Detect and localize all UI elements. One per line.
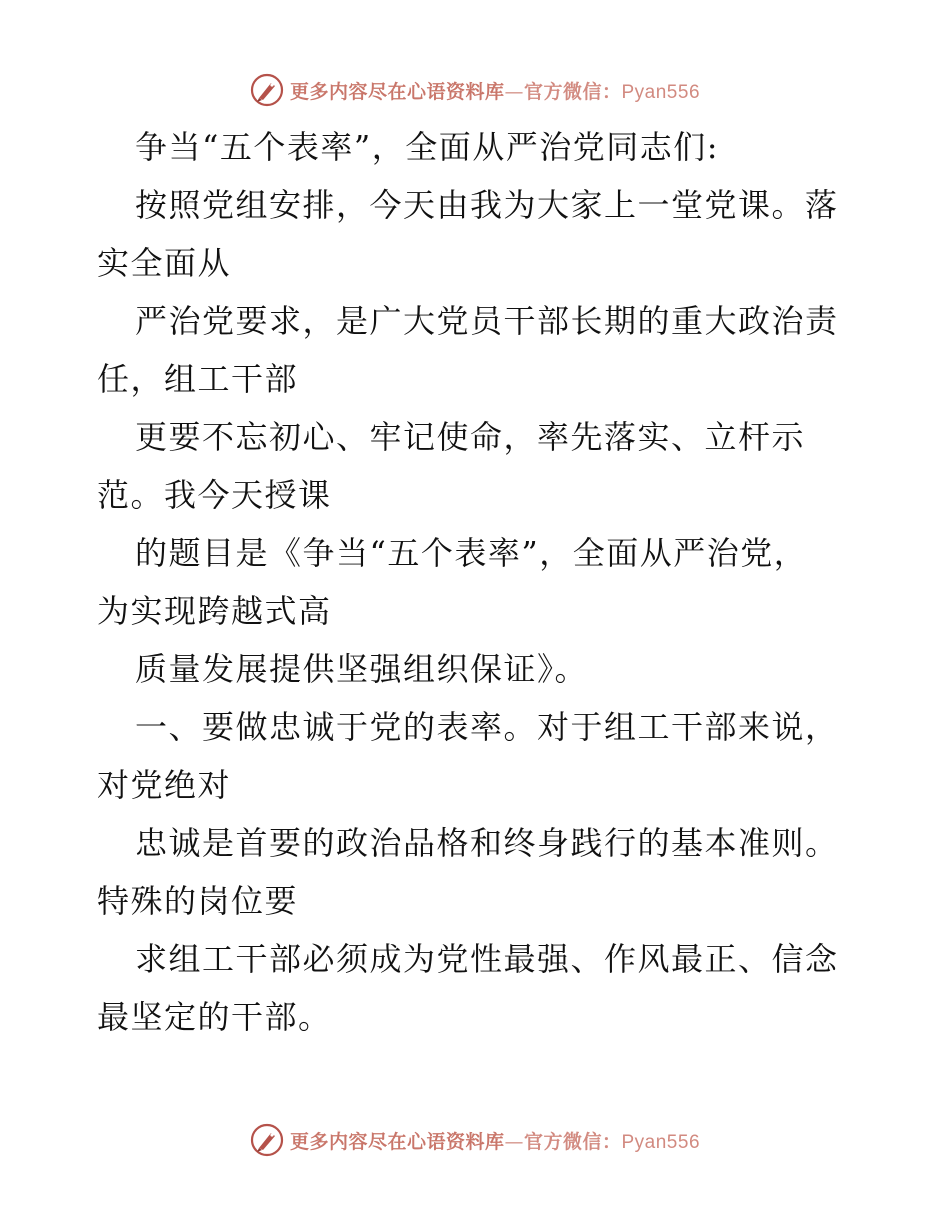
header-watermark: [0, 70, 950, 110]
text-line: 质量发展提供坚强组织保证》。: [135, 650, 589, 688]
watermark-text: 更多内容尽在心语资料库—官方微信：Pyan556: [289, 1130, 701, 1153]
text-line: 一、要做忠诚于党的表率。对于组工干部来说，: [135, 708, 839, 746]
pen-nib-logo-icon: [250, 1123, 284, 1157]
text-line: 最坚定的干部。: [97, 998, 332, 1036]
text-line: 求组工干部必须成为党性最强、作风最正、信念: [135, 940, 839, 978]
text-line: 为实现跨越式高: [97, 592, 332, 630]
document-body: [97, 118, 857, 1046]
pen-nib-logo-icon: [250, 73, 284, 107]
text-line: 范。我今天授课: [97, 476, 332, 514]
text-line: 特殊的岗位要: [97, 882, 299, 920]
text-line: 任，组工干部: [97, 360, 299, 398]
text-line: 实全面从: [97, 244, 232, 282]
text-line: 忠诚是首要的政治品格和终身践行的基本准则。: [135, 824, 839, 862]
text-line: 严治党要求，是广大党员干部长期的重大政治责: [135, 302, 839, 340]
text-line: 争当“五个表率”，全面从严治党同志们:: [135, 128, 720, 166]
text-line: 更要不忘初心、牢记使命，率先落实、立杆示: [135, 418, 806, 456]
text-line: 按照党组安排，今天由我为大家上一堂党课。落: [135, 186, 839, 224]
footer-watermark: [0, 1120, 950, 1160]
text-line: 对党绝对: [97, 766, 232, 804]
text-line: 的题目是《争当“五个表率”，全面从严治党，: [135, 534, 808, 572]
watermark-text: 更多内容尽在心语资料库—官方微信：Pyan556: [289, 80, 701, 103]
